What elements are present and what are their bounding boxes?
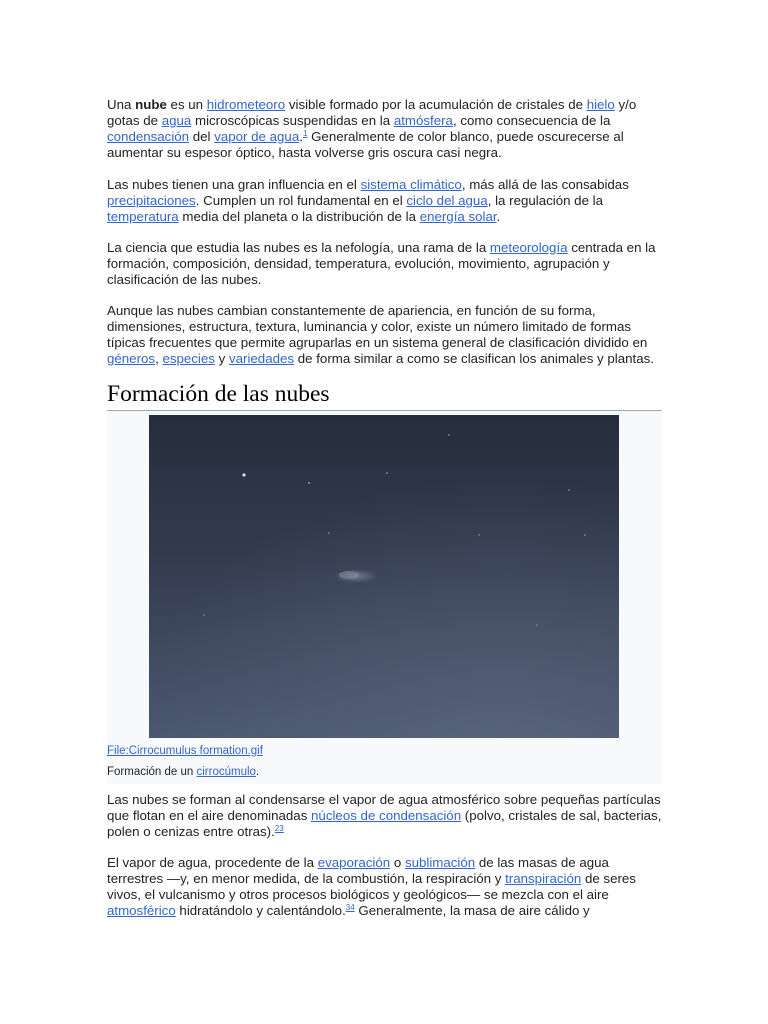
link-generos[interactable]: géneros <box>107 351 156 366</box>
article-body <box>107 97 662 919</box>
reference-23[interactable]: 23 <box>274 824 284 833</box>
text: . Cumplen un rol fundamental en el <box>195 193 407 208</box>
link-vapor-de-agua[interactable]: vapor de agua <box>214 129 300 144</box>
text: de las masas de agua terrestres —y, en menor medida, de la combustión, la respiración y <box>107 855 609 886</box>
link-transpiracion[interactable]: transpiración <box>505 871 582 886</box>
text: del <box>189 129 215 144</box>
paragraph-formation <box>107 792 662 840</box>
link-especies[interactable]: especies <box>162 351 215 366</box>
text: Una <box>107 97 136 112</box>
text: media del planeta o la distribución de la <box>178 209 420 224</box>
text: (polvo, cristales de sal, bacterias, polen o cenizas entre otras). <box>107 808 662 839</box>
link-atmosfera[interactable]: atmósfera <box>393 113 453 128</box>
link-condensacion[interactable]: condensación <box>107 129 190 144</box>
text: , la regulación de la <box>487 193 604 208</box>
link-hidrometeoro[interactable]: hidrometeoro <box>206 97 286 112</box>
text: y/o gotas de <box>107 97 637 128</box>
text: . <box>255 766 260 778</box>
text: . <box>299 129 303 144</box>
text: visible formado por la acumulación de cristales de <box>285 97 587 112</box>
text: o <box>390 855 405 870</box>
text: y <box>214 351 229 366</box>
text: de seres vivos, el vulcanismo y otros procesos biológicos y geológicos— se mezcla con el aire <box>107 871 636 902</box>
link-nucleos-de-condensacion[interactable]: núcleos de condensación <box>311 808 462 823</box>
text: Generalmente, la masa de aire cálido y <box>354 903 590 918</box>
file-link[interactable]: File:Cirrocumulus formation.gif <box>107 745 263 757</box>
reference-1[interactable]: 1 <box>302 129 308 138</box>
link-precipitaciones[interactable]: precipitaciones <box>107 193 196 208</box>
text: El vapor de agua, procedente de la <box>107 855 318 870</box>
bold-term: nube <box>135 97 167 112</box>
text: hidratándolo y calentándolo. <box>175 903 346 918</box>
text: Generalmente de color blanco, puede oscurecerse al aumentar su espesor óptico, hasta volverse gris oscura casi negra. <box>107 129 624 160</box>
paragraph-influence <box>107 177 662 225</box>
link-evaporacion[interactable]: evaporación <box>317 855 391 870</box>
section-heading: Formación de las nubes <box>107 380 662 411</box>
link-atmosferico[interactable]: atmosférico <box>107 903 176 918</box>
link-variedades[interactable]: variedades <box>228 351 295 366</box>
paragraph-nefologia <box>107 240 662 288</box>
link-cirrocumulo[interactable]: cirrocúmulo <box>196 766 256 778</box>
link-ciclo-del-agua[interactable]: ciclo del agua <box>406 193 488 208</box>
figure-caption <box>107 766 259 778</box>
link-agua[interactable]: agua <box>161 113 192 128</box>
link-energia-solar[interactable]: energía solar <box>419 209 497 224</box>
text: Las nubes tienen una gran influencia en el <box>107 177 361 192</box>
paragraph-intro <box>107 97 662 161</box>
text: . <box>496 209 501 224</box>
link-sublimacion[interactable]: sublimación <box>404 855 476 870</box>
text: de forma similar a como se clasifican los animales y plantas. <box>294 351 654 366</box>
text: Formación de un <box>107 766 197 778</box>
text: , más allá de las consabidas <box>461 177 629 192</box>
link-temperatura[interactable]: temperatura <box>107 209 179 224</box>
text: , como consecuencia de la <box>452 113 611 128</box>
text: centrada en la formación, composición, densidad, temperatura, evolución, movimiento, agrupación y clasificación de las nubes. <box>107 240 656 287</box>
paragraph-water-vapor <box>107 855 662 919</box>
text: Aunque las nubes cambian constantemente de apariencia, en función de su forma, dimensiones, estructura, textura, luminancia y color, existe un número limitado de formas típicas frecuentes que permite agruparlas en un sistema general de clasificación dividido en <box>107 303 648 350</box>
text: , <box>155 351 163 366</box>
reference-34[interactable]: 34 <box>345 903 355 912</box>
text: es un <box>166 97 207 112</box>
link-hielo[interactable]: hielo <box>586 97 615 112</box>
link-meteorologia[interactable]: meteorología <box>489 240 568 255</box>
link-sistema-climatico[interactable]: sistema climático <box>360 177 462 192</box>
text: microscópicas suspendidas en la <box>191 113 394 128</box>
figure <box>107 411 662 784</box>
text: Las nubes se forman al condensarse el vapor de agua atmosférico sobre pequeñas partículas que flotan en el aire denominadas <box>107 792 661 823</box>
text: La ciencia que estudia las nubes es la nefología, una rama de la <box>107 240 490 255</box>
paragraph-classification <box>107 303 662 367</box>
cirrocumulus-photo[interactable] <box>149 415 619 738</box>
